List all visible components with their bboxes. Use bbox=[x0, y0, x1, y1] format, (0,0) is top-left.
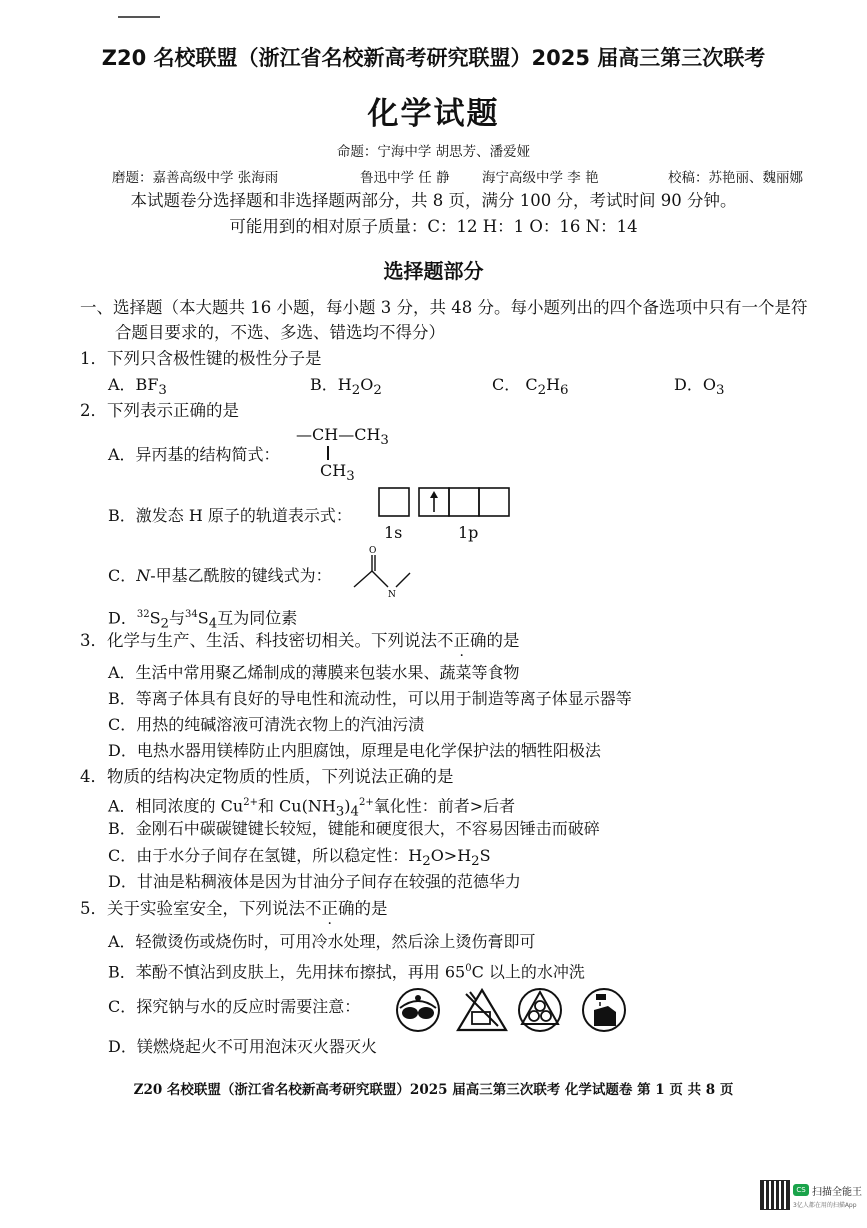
bond-n-ch3 bbox=[396, 573, 410, 587]
q2-option-a: A．异丙基的结构简式： bbox=[108, 445, 280, 464]
q4-c-post: S bbox=[479, 846, 491, 865]
q3-stem-pre: 3．化学与生产、生活、科技密切相关。下列说法 bbox=[80, 631, 437, 650]
qr-code bbox=[760, 1180, 790, 1210]
q2-a-struct-bottom bbox=[320, 460, 355, 488]
orbital-box-1p-2 bbox=[449, 488, 479, 516]
section-title: 选择题部分 bbox=[383, 259, 484, 283]
q4-stem: 4．物质的结构决定物质的性质，下列说法正确的是 bbox=[80, 767, 454, 786]
q1-stem: 1．下列只含极性键的极性分子是 bbox=[80, 349, 322, 368]
scanner-badge-icon: CS bbox=[793, 1184, 809, 1196]
q1-a-text: A．BF bbox=[108, 375, 159, 394]
skeletal-formula bbox=[348, 545, 418, 600]
orbital-box-1s bbox=[379, 488, 409, 516]
q1-c-sub1: 2 bbox=[537, 383, 547, 399]
bond-ch3-c bbox=[354, 571, 372, 587]
ventilation-fan-icon bbox=[519, 989, 561, 1031]
q4-a-sup2: 2+ bbox=[359, 797, 374, 808]
goggles-icon bbox=[397, 989, 439, 1031]
corner-mark bbox=[118, 16, 160, 18]
q2-c-italic: N bbox=[136, 566, 151, 585]
q3-option-d: D．电热水器用镁棒防止内胆腐蚀，原理是电化学保护法的牺牲阳极法 bbox=[108, 741, 601, 760]
q2-c-rest: -甲基乙酰胺的键线式为： bbox=[150, 566, 332, 585]
scanner-app-name: 扫描全能王 bbox=[812, 1187, 862, 1198]
bond-c-n bbox=[372, 571, 388, 587]
q4-c-sub2: 2 bbox=[471, 854, 480, 870]
q5-option-a: A．轻微烫伤或烧伤时，可用冷水处理，然后涂上烫伤膏即可 bbox=[108, 932, 536, 951]
q2-d-rest: 互为同位素 bbox=[217, 608, 298, 628]
q2-d-mass2: 34 bbox=[185, 609, 198, 620]
orbital-box-1p-3 bbox=[479, 488, 509, 516]
q4-c-pre: C．由于水分子间存在氢键，所以稳定性：H bbox=[108, 846, 423, 865]
q2-a-struct-top bbox=[296, 424, 389, 452]
q2-a-struct-bond bbox=[327, 446, 329, 460]
q3-option-a: A．生活中常用聚乙烯制成的薄膜来包装水果、蔬菜等食物 bbox=[108, 663, 520, 682]
q1-d-text: D．O bbox=[674, 375, 716, 394]
orbital-label-1s: 1s bbox=[384, 523, 403, 542]
q5-b-post: C 以上的水冲洗 bbox=[471, 962, 585, 982]
q2-option-b: B．激发态 H 原子的轨道表示式： bbox=[108, 506, 352, 525]
q1-b-sub2: 2 bbox=[373, 383, 382, 399]
q2-d-mass1: 32 bbox=[136, 609, 150, 620]
q4-a-post: 氧化性：前者>后者 bbox=[373, 796, 516, 816]
q3-option-b: B．等离子体具有良好的导电性和流动性，可以用于制造等离子体显示器等 bbox=[108, 689, 632, 708]
review-3: 海宁高级中学 李 艳 bbox=[482, 170, 599, 186]
orbital-diagram bbox=[375, 486, 515, 518]
q4-a-mid: 和 Cu(NH bbox=[257, 796, 336, 816]
heating-hazard-icon bbox=[458, 990, 506, 1030]
q4-option-b: B．金刚石中碳碳键键长较短，键能和硬度很大，不容易因锤击而破碎 bbox=[108, 819, 600, 838]
proofread: 校稿：苏艳丽、魏丽娜 bbox=[668, 170, 803, 186]
q2-d-mid: 与 bbox=[169, 608, 186, 628]
q2-option-c bbox=[108, 565, 332, 587]
q4-a-sup1: 2+ bbox=[243, 797, 258, 808]
q2-d-sub2: 4 bbox=[208, 616, 218, 632]
page-footer: Z20 名校联盟（浙江省名校新高考研究联盟）2025 届高三第三次联考 化学试题卷 第 1 页 共 8 页 bbox=[133, 1082, 734, 1098]
q1-option-d bbox=[674, 374, 724, 402]
q1-c-mid: H bbox=[546, 375, 561, 394]
q4-option-c bbox=[108, 845, 491, 873]
q3-stem-emphasis: 不正确 bbox=[437, 631, 487, 650]
q2-d-sub1: 2 bbox=[160, 616, 170, 632]
q5-stem-emphasis: 不正确 bbox=[305, 899, 355, 918]
q3-stem bbox=[80, 630, 520, 652]
q3-option-c: C．用热的纯碱溶液可清洗衣物上的汽油污渍 bbox=[108, 715, 425, 734]
section-instructions-1 bbox=[80, 297, 807, 319]
atom-o: O bbox=[369, 546, 377, 556]
q2-a-bottom-text: CH bbox=[320, 461, 347, 480]
q1-a-sub: 3 bbox=[158, 383, 167, 399]
q5-stem-pre: 5．关于实验室安全，下列说法 bbox=[80, 899, 305, 918]
safety-icons bbox=[394, 986, 630, 1034]
q5-stem-post: 的是 bbox=[354, 899, 388, 918]
q2-c-prefix: C． bbox=[108, 566, 137, 585]
q2-stem: 2．下列表示正确的是 bbox=[80, 401, 239, 420]
q1-option-a bbox=[108, 374, 167, 402]
q1-b-text: B．H bbox=[310, 375, 352, 394]
q1-c-sub2: 6 bbox=[560, 383, 569, 399]
section-instructions-2: 合题目要求的，不选、多选、错选均不得分） bbox=[115, 323, 445, 342]
q2-a-top-text: —CH—CH bbox=[296, 425, 381, 444]
q4-a-sub2: 4 bbox=[350, 804, 360, 820]
authors-line: 命题：宁海中学 胡思芳、潘爱娅 bbox=[336, 144, 531, 160]
q5-option-d: D．镁燃烧起火不可用泡沫灭火器灭火 bbox=[108, 1037, 377, 1056]
q1-option-b bbox=[310, 374, 382, 402]
q2-a-top-sub: 3 bbox=[380, 433, 389, 449]
q2-a-bottom-sub: 3 bbox=[346, 469, 355, 485]
q1-d-sub: 3 bbox=[715, 383, 725, 399]
review-2: 鲁迅中学 任 静 bbox=[360, 170, 450, 186]
q2-d-s2: S bbox=[197, 608, 209, 628]
info-line: 本试题卷分选择题和非选择题两部分，共 8 页，满分 100 分，考试时间 90 分钟。 bbox=[130, 191, 737, 210]
q4-a-mid2: ) bbox=[344, 796, 351, 816]
review-1: 磨题：嘉善高级中学 张海雨 bbox=[112, 170, 279, 186]
q4-a-pre: A．相同浓度的 Cu bbox=[108, 796, 244, 816]
q4-option-d: D．甘油是粘稠液体是因为甘油分子间存在较强的范德华力 bbox=[108, 872, 521, 891]
scanner-app-tagline: 3亿人都在用的扫描App bbox=[793, 1202, 857, 1209]
section-instr-text-1: 一、选择题（本大题共 16 小题，每小题 3 分，共 48 分。每小题列出的四个备选项中只有一个是符 bbox=[80, 298, 808, 317]
q4-a-sub: 3 bbox=[335, 804, 345, 820]
q1-option-c bbox=[492, 374, 569, 402]
q4-c-mid: O>H bbox=[430, 846, 472, 865]
subject-title: 化学试题 bbox=[367, 96, 500, 132]
orbital-label-1p: 1p bbox=[458, 523, 479, 542]
wash-hands-icon bbox=[583, 989, 625, 1031]
q5-option-b bbox=[108, 958, 585, 983]
q1-b-sub1: 2 bbox=[351, 383, 361, 399]
q5-option-c: C．探究钠与水的反应时需要注意： bbox=[108, 997, 361, 1016]
main-title: Z20 名校联盟（浙江省名校新高考研究联盟）2025 届高三第三次联考 bbox=[101, 46, 766, 70]
atomic-masses: 可能用到的相对原子质量：C：12 H：1 O：16 N：14 bbox=[229, 217, 638, 236]
atom-n: N bbox=[388, 590, 396, 600]
q4-c-sub1: 2 bbox=[422, 854, 431, 870]
q2-d-s1: S bbox=[149, 608, 161, 628]
q5-stem bbox=[80, 898, 388, 920]
q3-stem-post: 的是 bbox=[486, 631, 520, 650]
q1-b-mid: O bbox=[360, 375, 374, 394]
q2-d-prefix: D． bbox=[108, 608, 137, 628]
q5-b-pre: B．苯酚不慎沾到皮肤上，先用抹布擦拭，再用 65 bbox=[108, 962, 466, 982]
q5-b-sup: 0 bbox=[465, 963, 472, 974]
q1-c-text: C． C bbox=[492, 375, 538, 394]
electron-arrowhead-icon bbox=[430, 491, 438, 498]
